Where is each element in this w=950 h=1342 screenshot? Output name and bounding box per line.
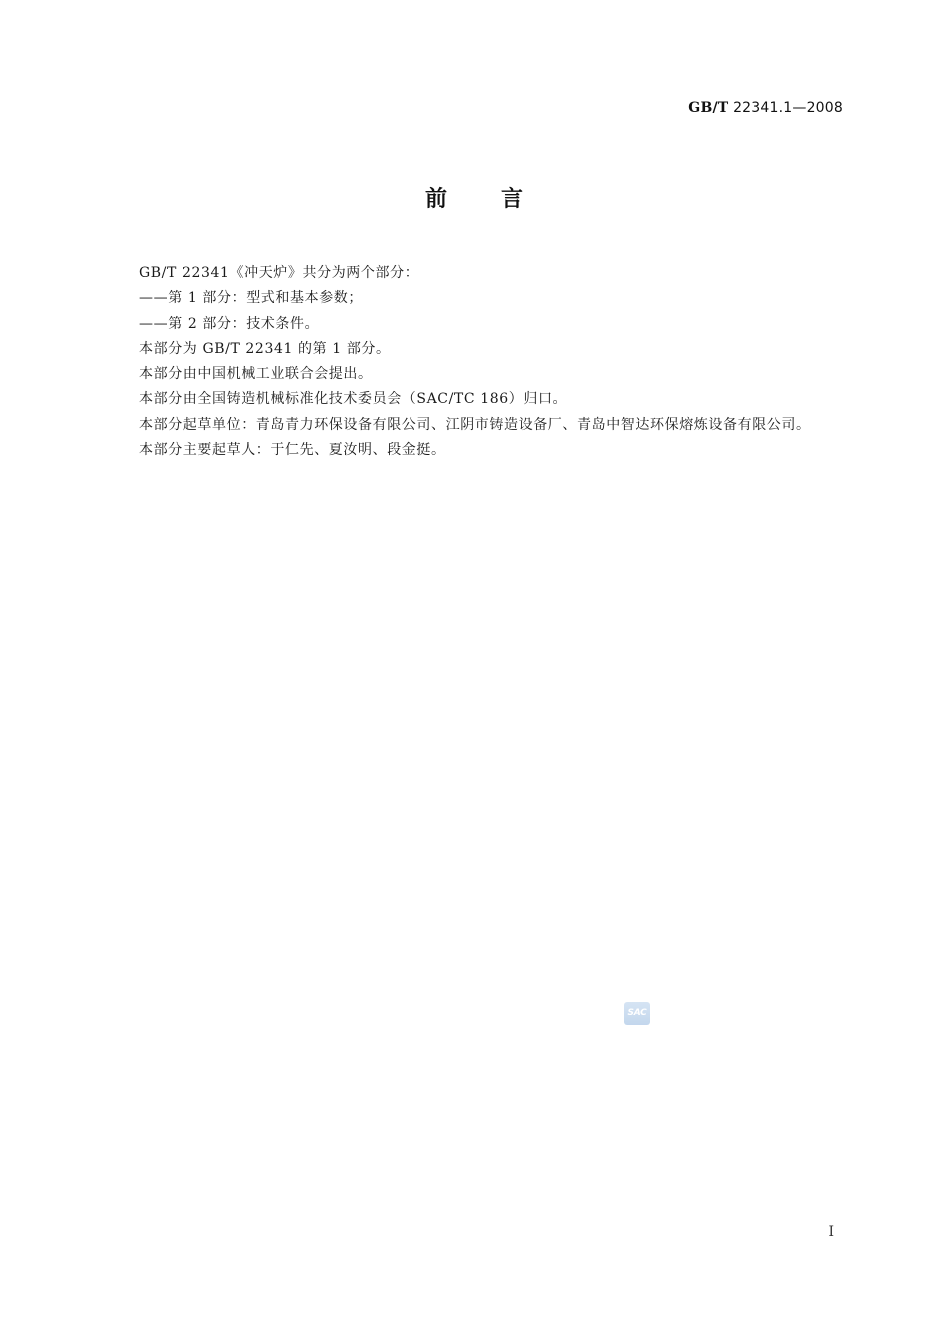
paragraph-centralized-by: 本部分由全国铸造机械标准化技术委员会（SAC/TC 186）归口。 — [139, 391, 568, 408]
paragraph-part-1: ——第 1 部分：型式和基本参数； — [139, 290, 364, 307]
paragraph-part-2: ——第 2 部分：技术条件。 — [139, 315, 320, 332]
paragraph-proposed-by: 本部分由中国机械工业联合会提出。 — [139, 366, 373, 383]
paragraph-drafting-units: 本部分起草单位：青岛青力环保设备有限公司、江阴市铸造设备厂、青岛中智达环保熔炼设备有限公司。 — [139, 416, 811, 433]
title-char-2: 言 — [501, 187, 526, 212]
foreword-body — [108, 261, 844, 463]
paragraph-drafters: 本部分主要起草人：于仁先、夏汝明、段金挺。 — [139, 442, 446, 459]
title-char-1: 前 — [424, 187, 449, 212]
standard-number: 22341.1—2008 — [728, 100, 843, 116]
page-title — [0, 182, 950, 213]
standard-prefix: GB/T — [688, 100, 729, 116]
page-number: I — [828, 1224, 834, 1240]
paragraph-parts-intro: GB/T 22341《冲天炉》共分为两个部分： — [139, 265, 420, 281]
sac-watermark-logo: SAC — [624, 1002, 650, 1025]
paragraph-this-part: 本部分为 GB/T 22341 的第 1 部分。 — [139, 340, 391, 357]
standard-code-header — [688, 100, 843, 116]
